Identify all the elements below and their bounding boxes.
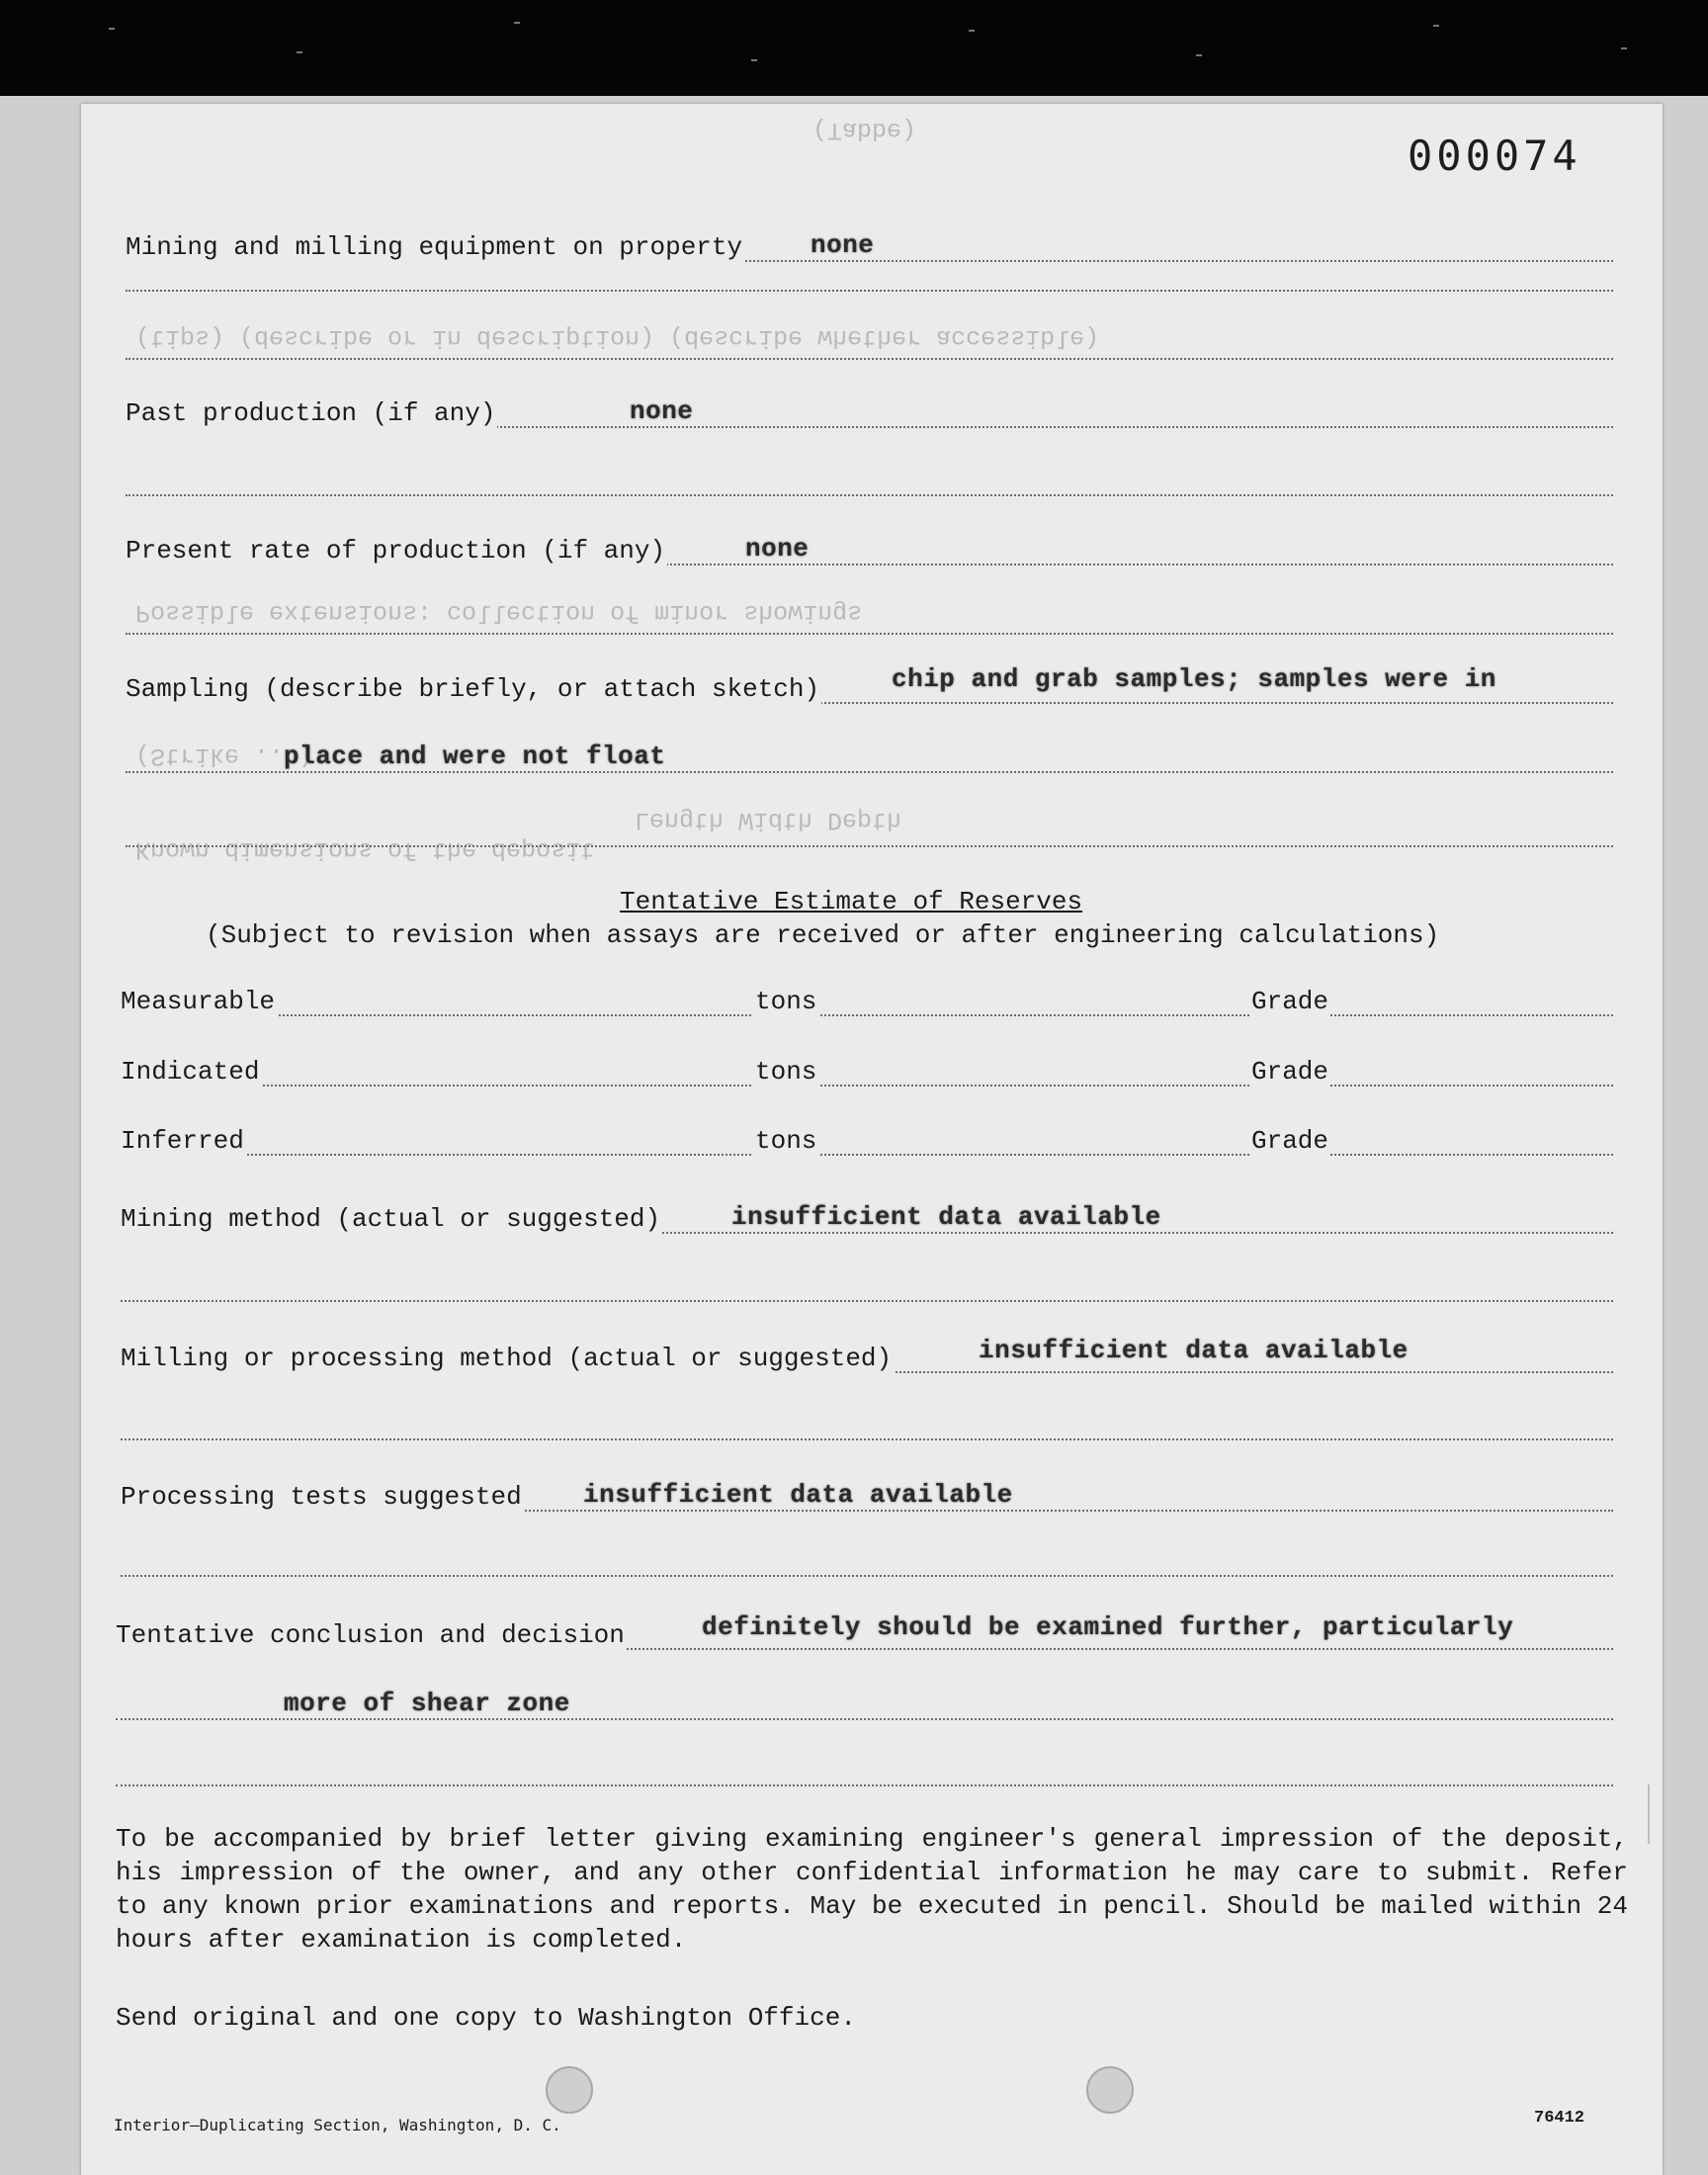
instructions-paragraph: To be accompanied by brief letter giving examining engineer's general impression of the deposit, his impression of the owner, and any other confidential information he may care to submit. Refer to any known prior examinations and reports. May be executed in pencil. Should be mailed within 24 hours after examination is completed. — [116, 1824, 1628, 1955]
sampling-row — [81, 664, 1663, 712]
stamp-number: 76412 — [1534, 2109, 1585, 2128]
grade-label: Grade — [1251, 987, 1329, 1016]
conclusion-value: definitely should be examined further, particularly — [702, 1612, 1514, 1642]
blank-line — [121, 1575, 1613, 1577]
grade-label: Grade — [1251, 1057, 1329, 1087]
sampling-row-2 — [81, 741, 1663, 781]
tons-label: tons — [755, 987, 817, 1016]
printer-footer: Interior—Duplicating Section, Washington, D. C. — [114, 2116, 561, 2134]
milling-method-row — [81, 1336, 1663, 1381]
sampling-value: chip and grab samples; samples were in — [892, 664, 1496, 694]
past-production-value: none — [630, 396, 694, 426]
blank-line — [126, 845, 1613, 847]
past-production-row — [81, 396, 1663, 436]
reserve-row-indicated — [81, 1055, 1663, 1094]
tons-label: tons — [755, 1126, 817, 1156]
grade-label: Grade — [1251, 1126, 1329, 1156]
processing-tests-value: insufficient data available — [583, 1480, 1013, 1510]
equipment-value: none — [811, 230, 875, 260]
conclusion-row — [81, 1612, 1663, 1658]
processing-tests-label: Processing tests suggested — [121, 1482, 522, 1512]
reserve-label: Indicated — [121, 1057, 260, 1087]
sampling-value-line2: place and were not float — [284, 741, 666, 771]
past-production-label: Past production (if any) — [126, 398, 496, 428]
reserves-subheading: (Subject to revision when assays are received or after engineering calculations) — [206, 920, 1440, 950]
blank-line — [126, 494, 1613, 496]
processing-tests-row — [81, 1480, 1663, 1520]
mining-method-value: insufficient data available — [731, 1202, 1161, 1232]
send-instruction: Send original and one copy to Washington Office. — [116, 2003, 856, 2033]
reserve-label: Inferred — [121, 1126, 244, 1156]
reserve-row-inferred — [81, 1124, 1663, 1164]
equipment-row — [81, 230, 1663, 270]
mining-method-label: Mining method (actual or suggested) — [121, 1204, 661, 1234]
blank-line — [116, 1784, 1613, 1786]
reserve-label: Measurable — [121, 987, 276, 1016]
conclusion-value-line2: more of shear zone — [284, 1689, 570, 1718]
bleed-through-text: (Strike ...) — [135, 741, 314, 770]
bleed-through-text: (Tabbe) — [812, 116, 917, 144]
present-rate-label: Present rate of production (if any) — [126, 536, 666, 566]
mining-method-row — [81, 1202, 1663, 1242]
blank-line — [121, 1438, 1613, 1440]
tons-label: tons — [755, 1057, 817, 1087]
bleed-through-text: Length Width Depth — [635, 806, 902, 834]
blank-line — [121, 1300, 1613, 1302]
document-number: 000074 — [1408, 131, 1581, 180]
reserves-heading: Tentative Estimate of Reserves — [620, 887, 1083, 916]
bleed-through-text: (tips) (describe or in description) (describe whether accessible) — [135, 323, 1100, 352]
blank-line — [126, 358, 1613, 360]
punch-hole — [1086, 2066, 1134, 2114]
punch-hole — [546, 2066, 593, 2114]
reserve-row-measurable — [81, 985, 1663, 1024]
form-page — [81, 104, 1663, 2175]
bleed-through-text: Possible extensions: collection of minor showings — [135, 598, 863, 627]
milling-method-value: insufficient data available — [979, 1336, 1409, 1365]
milling-method-label: Milling or processing method (actual or suggested) — [121, 1344, 893, 1373]
present-rate-row — [81, 534, 1663, 573]
bleed-through-text: Known dimensions of the deposit — [135, 835, 596, 864]
equipment-label: Mining and milling equipment on property — [126, 232, 743, 262]
blank-line — [126, 290, 1613, 292]
blank-line — [126, 633, 1613, 635]
page-edge-mark — [1648, 1784, 1650, 1844]
sampling-label: Sampling (describe briefly, or attach sketch) — [126, 674, 820, 704]
conclusion-row-2 — [81, 1689, 1663, 1728]
conclusion-label: Tentative conclusion and decision — [116, 1620, 625, 1650]
scan-border-top — [0, 0, 1708, 96]
present-rate-value: none — [745, 534, 810, 564]
